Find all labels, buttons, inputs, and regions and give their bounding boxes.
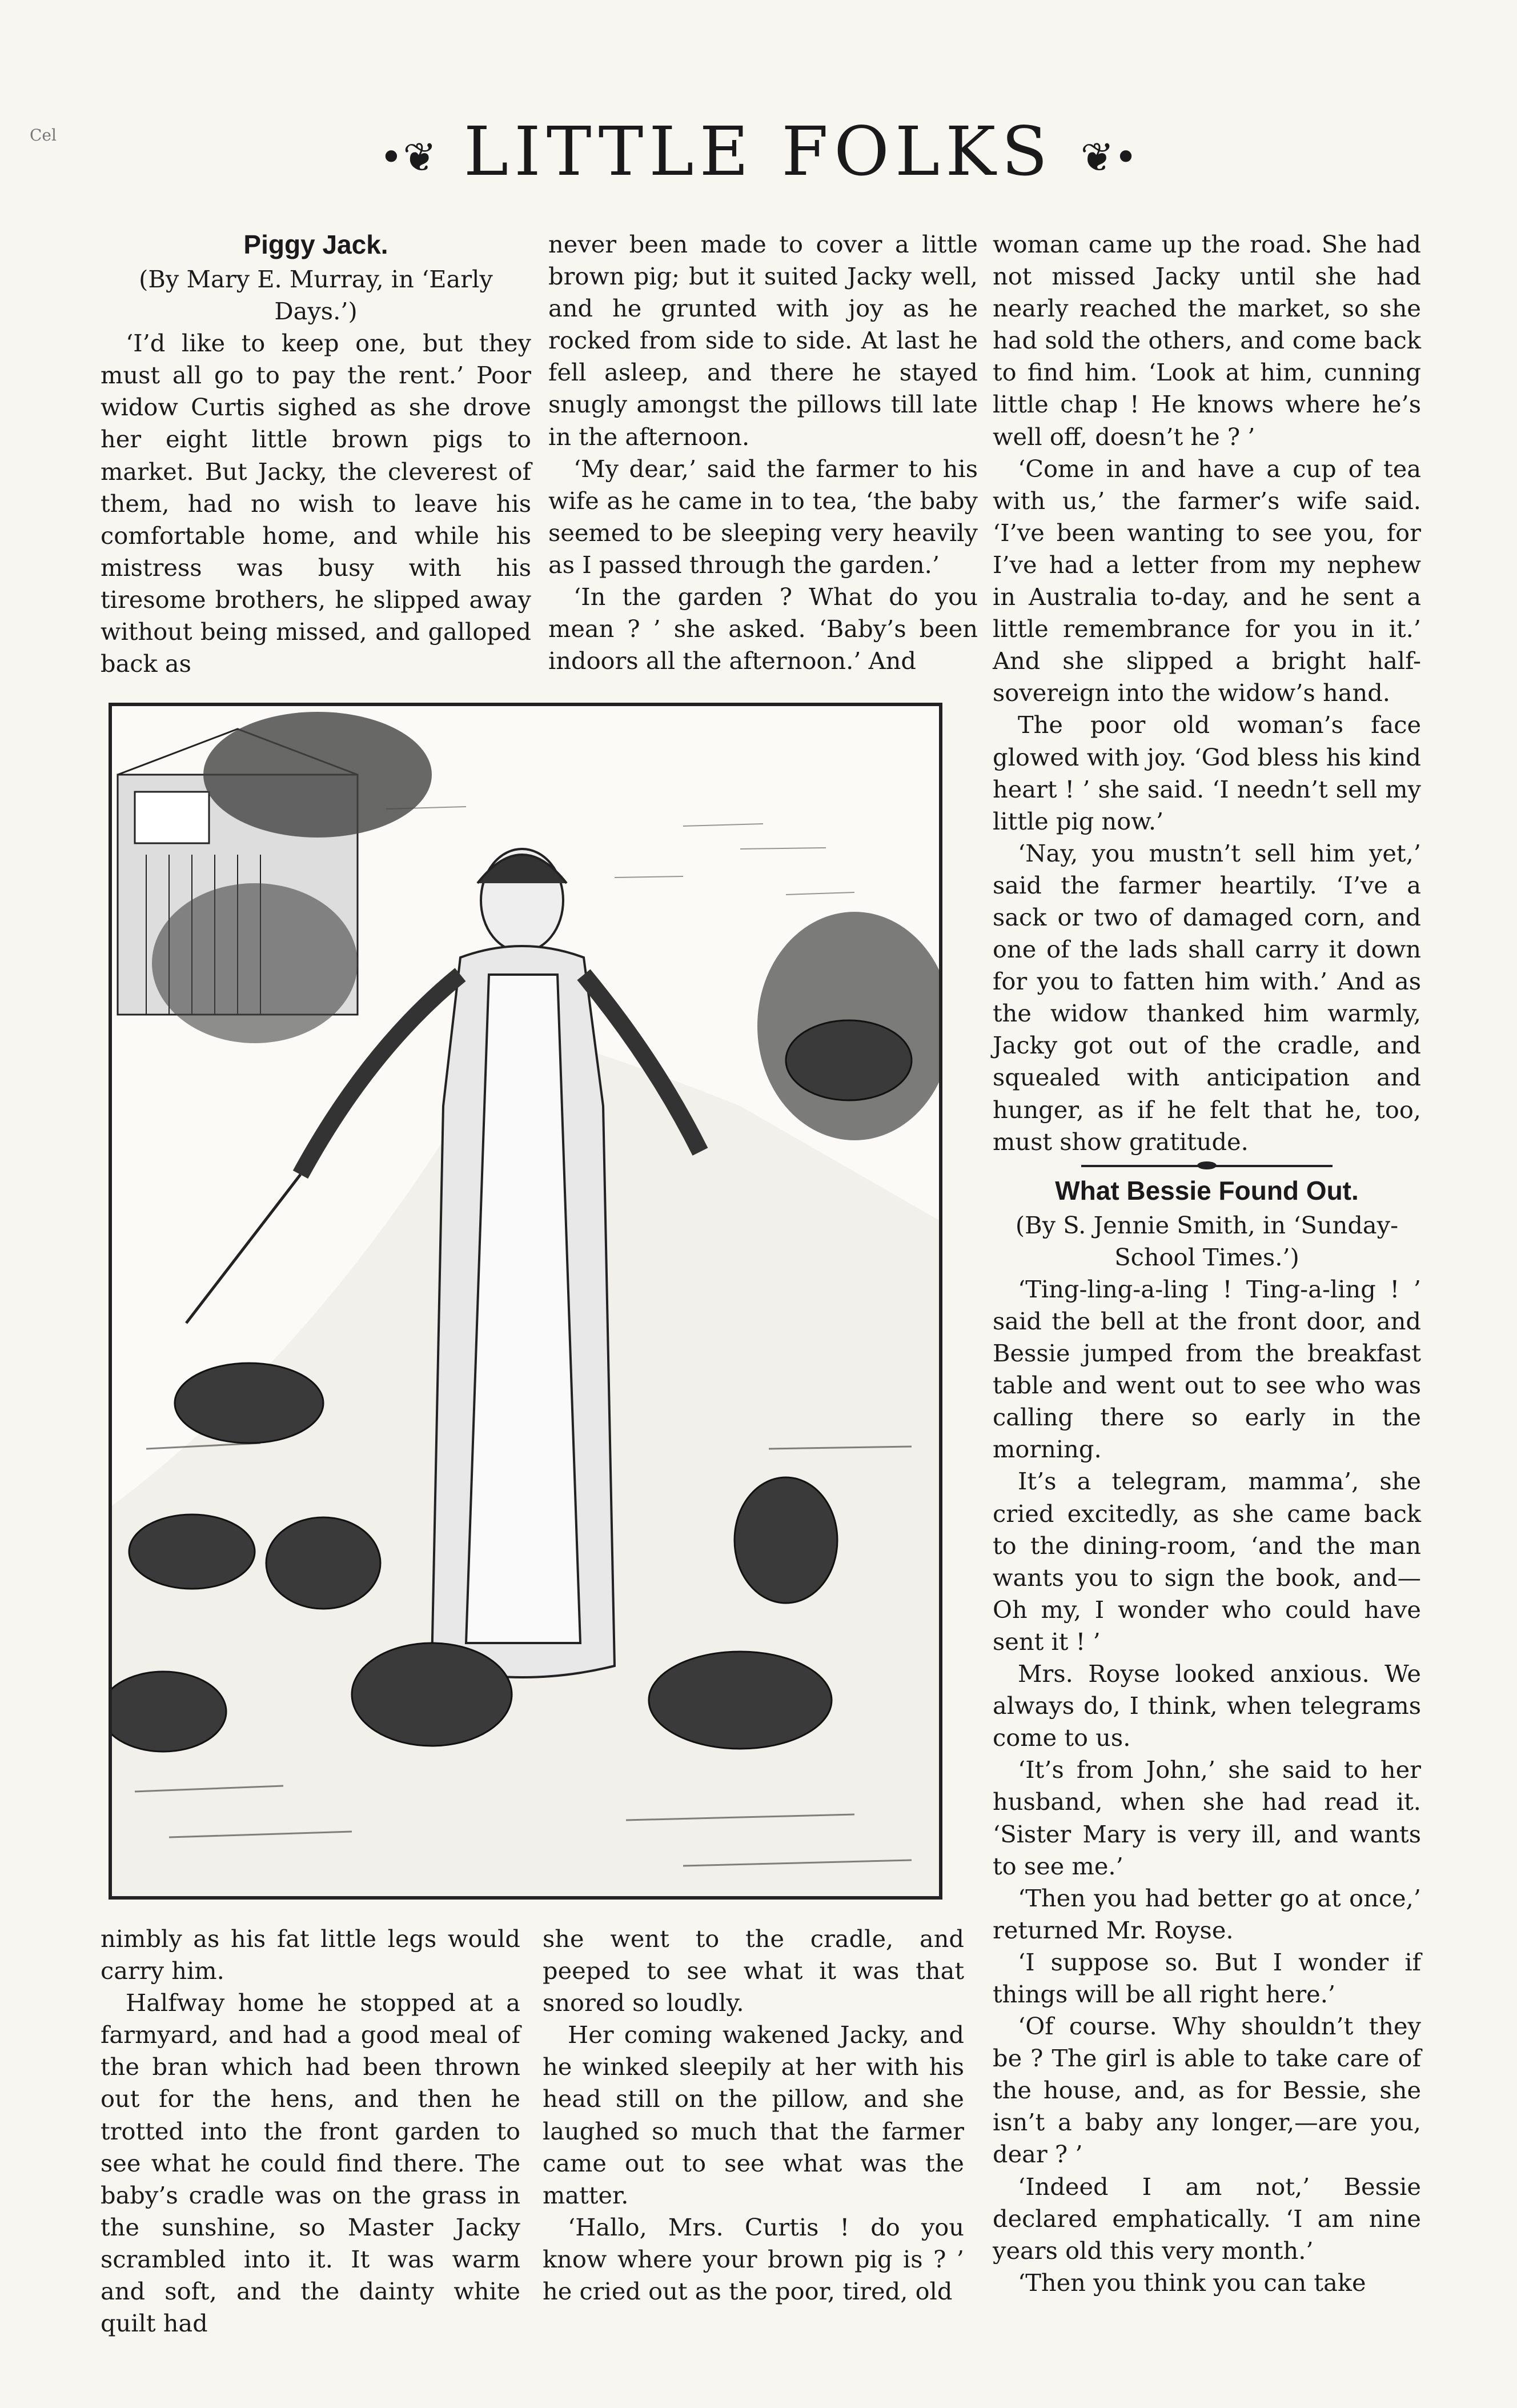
article1-col1-bottom bbox=[101, 1923, 520, 2339]
article1-byline: (By Mary E. Murray, in ‘Early Days.’) bbox=[139, 265, 493, 326]
paragraph: Mrs. Royse looked anxious. We always do, I think, when telegrams come to us. bbox=[993, 1660, 1421, 1752]
paragraph: ‘Of course. Why shouldn’t they be ? The girl is able to take care of the house, and, as for Bessie, she isn’t a baby any longer,—are you, dear ? ’ bbox=[993, 2012, 1421, 2169]
article-col3 bbox=[993, 229, 1421, 2299]
page-header bbox=[0, 114, 1517, 189]
illustration-widow-and-pigs bbox=[109, 703, 942, 1900]
margin-mark: Cel bbox=[30, 126, 57, 145]
paragraph: ‘It’s from John,’ she said to her husband, when she had read it. ‘Sister Mary is very ill, and wants to see me.’ bbox=[993, 1756, 1421, 1880]
article1-continuation bbox=[993, 229, 1421, 1158]
article1-col2-top bbox=[548, 229, 978, 677]
paragraph: ‘I’d like to keep one, but they must all go to pay the rent.’ Poor widow Curtis sighed as she drove her eight little brown pigs to market. But Jacky, the cleverest of them, had no wish to leave his comfortable home, and while his mistress was busy with his tiresome brothers, he slipped away without being missed, and galloped back as bbox=[101, 329, 531, 678]
paragraph: nimbly as his fat little legs would carry him. bbox=[101, 1925, 520, 1985]
paragraph: ‘Come in and have a cup of tea with us,’ the farmer’s wife said. ‘I’ve been wanting to see you, for I’ve had a letter from my nephew in Australia to-day, and he sent a little remembrance for you in it.’ And she slipped a bright half-sovereign into the widow’s hand. bbox=[993, 454, 1421, 707]
paragraph: never been made to cover a little brown pig; but it suited Jacky well, and he grunted with joy as he rocked from side to side. At last he fell asleep, and there he stayed snugly amongst the pillows till late in the afternoon. bbox=[548, 230, 978, 451]
paragraph: Halfway home he stopped at a farmyard, and had a good meal of the bran which had been thrown out for the hens, and then he trotted into the front garden to see what he could find there. The baby’s cradle was on the grass in the sunshine, so Master Jacky scrambled into it. It was warm and soft, and the dainty white quilt had bbox=[101, 1989, 520, 2338]
paragraph: ‘My dear,’ said the farmer to his wife as he came in to tea, ‘the baby seemed to be sleeping very heavily as I passed through the garden.’ bbox=[548, 454, 978, 579]
paragraph: woman came up the road. She had not missed Jacky until she had nearly reached the market, so she had sold the others, and come back to find him. ‘Look at him, cunning little chap ! He knows where he’s well off, doesn’t he ? ’ bbox=[993, 230, 1421, 451]
paragraph: ‘Nay, you mustn’t sell him yet,’ said the farmer heartily. ‘I’ve a sack or two of damaged corn, and one of the lads shall carry it down for you to fatten him with.’ And as the widow thanked him warmly, Jacky got out of the cradle, and squealed with anticipation and hunger, as if he felt that he, too, must show gratitude. bbox=[993, 839, 1421, 1156]
article1-title: Piggy Jack. bbox=[243, 230, 388, 259]
article2-title: What Bessie Found Out. bbox=[1055, 1175, 1359, 1205]
paragraph: ‘I suppose so. But I wonder if things will be all right here.’ bbox=[993, 1948, 1421, 2008]
paragraph: she went to the cradle, and peeped to see what it was that snored so loudly. bbox=[543, 1925, 964, 2017]
paragraph: ‘Indeed I am not,’ Bessie declared emphatically. ‘I am nine years old this very month.’ bbox=[993, 2172, 1421, 2265]
paragraph: The poor old woman’s face glowed with joy. ‘God bless his kind heart ! ’ she said. ‘I needn’t sell my little pig now.’ bbox=[993, 711, 1421, 835]
paragraph: It’s a telegram, mamma’, she cried excitedly, as she came back to the dining-room, ‘and the man wants you to sign the book, and— Oh my, I wonder who could have sent it ! ’ bbox=[993, 1467, 1421, 1656]
paragraph: ‘Then you had better go at once,’ returned Mr. Royse. bbox=[993, 1884, 1421, 1944]
paragraph: ‘In the garden ? What do you mean ? ’ she asked. ‘Baby’s been indoors all the afternoon.’ And bbox=[548, 583, 978, 675]
article2-body bbox=[993, 1273, 1421, 2299]
article1-col2-bottom bbox=[543, 1923, 964, 2307]
right-ornament: ❦• bbox=[1080, 134, 1138, 181]
paragraph: ‘Then you think you can take bbox=[1018, 2268, 1366, 2297]
left-ornament: •❦ bbox=[379, 134, 437, 181]
paragraph: ‘Ting-ling-a-ling ! Ting-a-ling ! ’ said the bell at the front door, and Bessie jumped from the breakfast table and went out to see who was calling there so early in the morning. bbox=[993, 1275, 1421, 1464]
paragraph: Her coming wakened Jacky, and he winked sleepily at her with his head still on the pillow, and she laughed so much that the farmer came out to see what was the matter. bbox=[543, 2021, 964, 2209]
article1-col1-top bbox=[101, 226, 531, 680]
page-title: LITTLE FOLKS bbox=[463, 112, 1054, 191]
article2-byline: (By S. Jennie Smith, in ‘Sunday-School Times.’) bbox=[1015, 1211, 1399, 1271]
engraving-image bbox=[112, 706, 939, 1896]
section-rule bbox=[1081, 1165, 1333, 1167]
paragraph: ‘Hallo, Mrs. Curtis ! do you know where your brown pig is ? ’ he cried out as the poor, tired, old bbox=[543, 2213, 964, 2306]
